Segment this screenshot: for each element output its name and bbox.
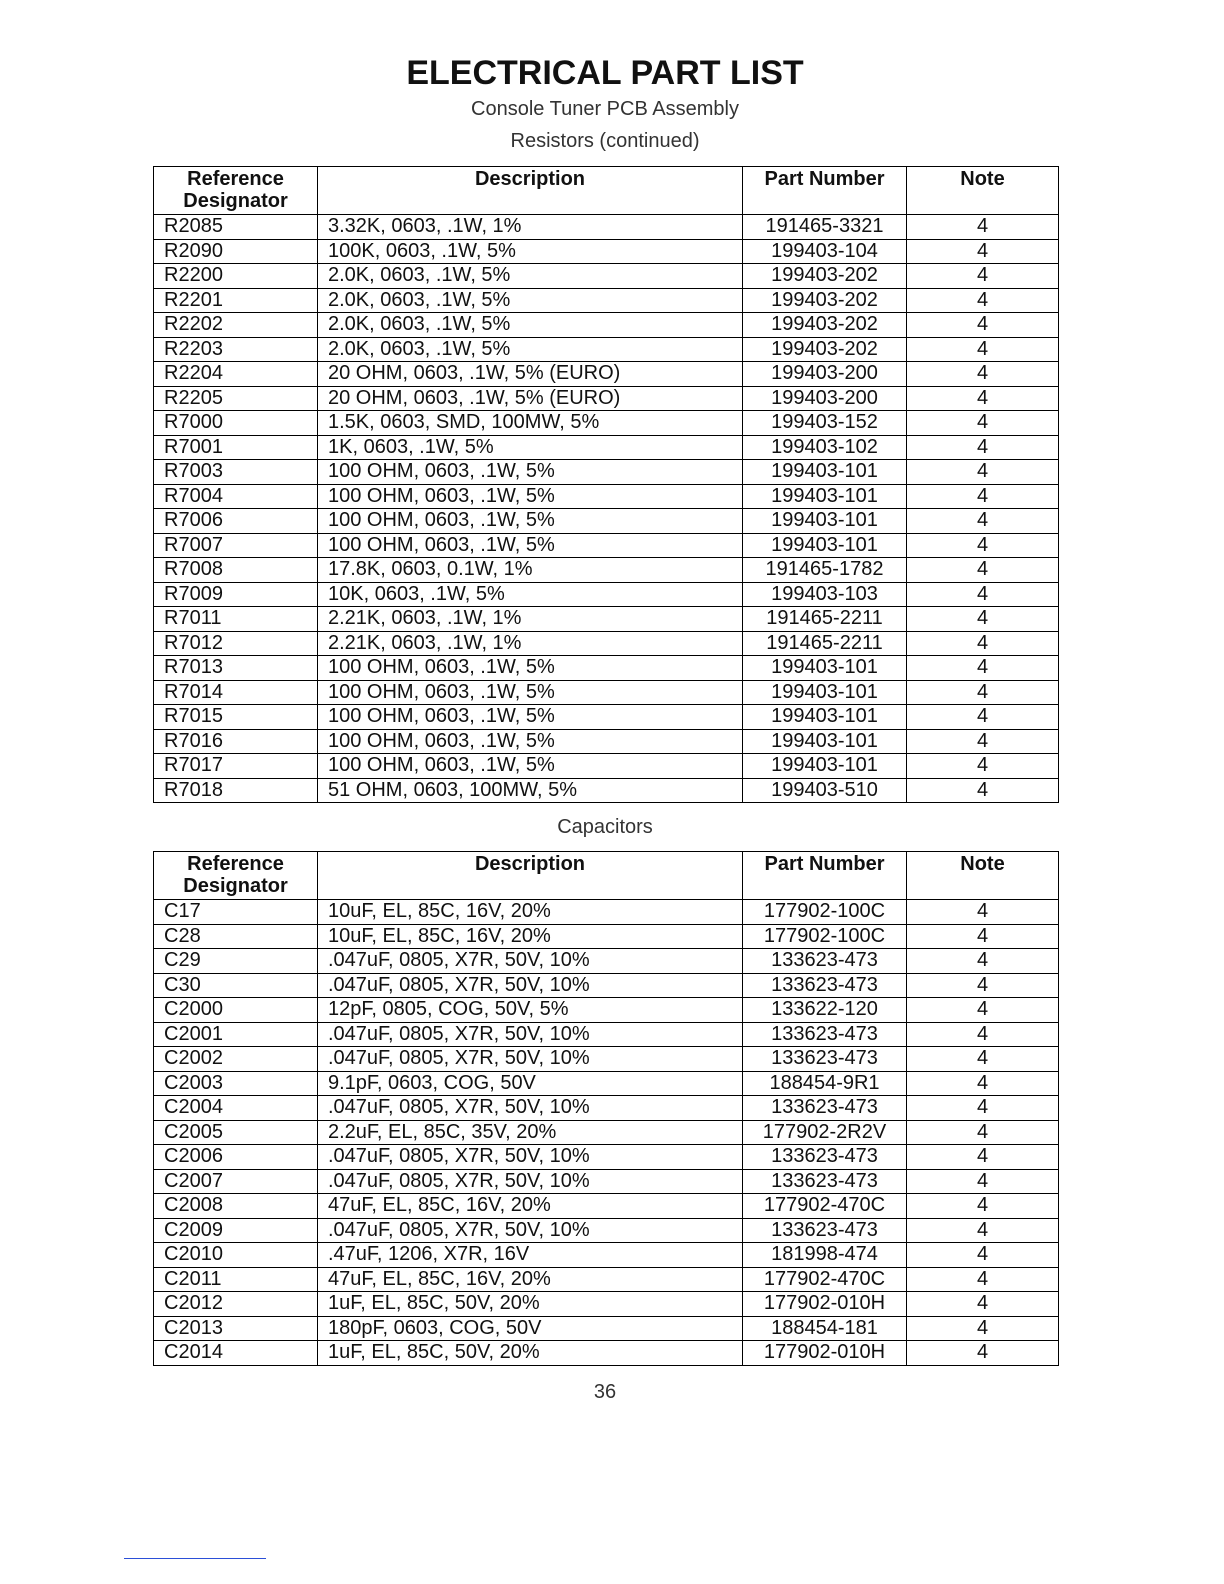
table-row bbox=[154, 900, 1059, 925]
description-cell: 100 OHM, 0603, .1W, 5% bbox=[318, 754, 743, 779]
note-cell: 4 bbox=[907, 607, 1059, 632]
capacitors-heading: Capacitors bbox=[557, 816, 653, 838]
description-cell: 100 OHM, 0603, .1W, 5% bbox=[318, 656, 743, 681]
description-cell: 100 OHM, 0603, .1W, 5% bbox=[318, 533, 743, 558]
note-cell: 4 bbox=[907, 1047, 1059, 1072]
part-number-cell: 199403-104 bbox=[743, 239, 907, 264]
part-number-cell: 199403-101 bbox=[743, 705, 907, 730]
part-number-cell: 177902-010H bbox=[743, 1341, 907, 1366]
description-cell: 100 OHM, 0603, .1W, 5% bbox=[318, 460, 743, 485]
note-cell: 4 bbox=[907, 1316, 1059, 1341]
part-number-cell: 199403-101 bbox=[743, 656, 907, 681]
part-number-cell: 191465-2211 bbox=[743, 607, 907, 632]
description-cell: 10uF, EL, 85C, 16V, 20% bbox=[318, 900, 743, 925]
part-number-cell: 188454-181 bbox=[743, 1316, 907, 1341]
table-header-row bbox=[154, 167, 1059, 215]
note-cell: 4 bbox=[907, 1169, 1059, 1194]
part-number-cell: 181998-474 bbox=[743, 1243, 907, 1268]
resistors-heading: Resistors (continued) bbox=[510, 130, 700, 152]
table-row bbox=[154, 680, 1059, 705]
part-number-cell: 199403-510 bbox=[743, 778, 907, 803]
note-cell: 4 bbox=[907, 705, 1059, 730]
table-row bbox=[154, 1169, 1059, 1194]
part-number-cell: 191465-1782 bbox=[743, 558, 907, 583]
part-number-cell: 199403-202 bbox=[743, 264, 907, 289]
table-row bbox=[154, 337, 1059, 362]
part-number-cell: 177902-470C bbox=[743, 1267, 907, 1292]
description-cell: 10K, 0603, .1W, 5% bbox=[318, 582, 743, 607]
part-number-cell: 199403-103 bbox=[743, 582, 907, 607]
table-row bbox=[154, 533, 1059, 558]
note-cell: 4 bbox=[907, 1071, 1059, 1096]
description-cell: 2.0K, 0603, .1W, 5% bbox=[318, 288, 743, 313]
col-header-ref: Reference Designator bbox=[154, 852, 318, 900]
note-cell: 4 bbox=[907, 1243, 1059, 1268]
description-cell: 1K, 0603, .1W, 5% bbox=[318, 435, 743, 460]
note-cell: 4 bbox=[907, 1120, 1059, 1145]
description-cell: .047uF, 0805, X7R, 50V, 10% bbox=[318, 949, 743, 974]
part-number-cell: 199403-101 bbox=[743, 729, 907, 754]
ref-cell: R7008 bbox=[154, 558, 318, 583]
table-header-row bbox=[154, 852, 1059, 900]
table-row bbox=[154, 435, 1059, 460]
part-number-cell: 177902-2R2V bbox=[743, 1120, 907, 1145]
note-cell: 4 bbox=[907, 1341, 1059, 1366]
note-cell: 4 bbox=[907, 558, 1059, 583]
col-header-part: Part Number bbox=[743, 167, 907, 215]
table-row bbox=[154, 1194, 1059, 1219]
table-row bbox=[154, 411, 1059, 436]
description-cell: 1.5K, 0603, SMD, 100MW, 5% bbox=[318, 411, 743, 436]
part-number-cell: 199403-101 bbox=[743, 754, 907, 779]
ref-cell: R7011 bbox=[154, 607, 318, 632]
table-row bbox=[154, 778, 1059, 803]
note-cell: 4 bbox=[907, 435, 1059, 460]
table-row bbox=[154, 1145, 1059, 1170]
table-row bbox=[154, 1267, 1059, 1292]
description-cell: 51 OHM, 0603, 100MW, 5% bbox=[318, 778, 743, 803]
note-cell: 4 bbox=[907, 1145, 1059, 1170]
description-cell: 2.2uF, EL, 85C, 35V, 20% bbox=[318, 1120, 743, 1145]
part-number-cell: 199403-101 bbox=[743, 484, 907, 509]
description-cell: 100K, 0603, .1W, 5% bbox=[318, 239, 743, 264]
note-cell: 4 bbox=[907, 1194, 1059, 1219]
ref-cell: R2200 bbox=[154, 264, 318, 289]
note-cell: 4 bbox=[907, 924, 1059, 949]
table-row bbox=[154, 631, 1059, 656]
part-number-cell: 133622-120 bbox=[743, 998, 907, 1023]
description-cell: .047uF, 0805, X7R, 50V, 10% bbox=[318, 1145, 743, 1170]
part-number-cell: 133623-473 bbox=[743, 1218, 907, 1243]
ref-cell: R7007 bbox=[154, 533, 318, 558]
ref-cell: C2000 bbox=[154, 998, 318, 1023]
part-number-cell: 199403-202 bbox=[743, 288, 907, 313]
ref-cell: C2008 bbox=[154, 1194, 318, 1219]
part-number-cell: 199403-202 bbox=[743, 337, 907, 362]
description-cell: .047uF, 0805, X7R, 50V, 10% bbox=[318, 1047, 743, 1072]
note-cell: 4 bbox=[907, 484, 1059, 509]
col-header-desc: Description bbox=[318, 167, 743, 215]
note-cell: 4 bbox=[907, 1022, 1059, 1047]
table-row bbox=[154, 1292, 1059, 1317]
part-number-cell: 177902-100C bbox=[743, 900, 907, 925]
description-cell: 20 OHM, 0603, .1W, 5% (EURO) bbox=[318, 386, 743, 411]
ref-cell: C28 bbox=[154, 924, 318, 949]
part-number-cell: 133623-473 bbox=[743, 973, 907, 998]
ref-cell: C17 bbox=[154, 900, 318, 925]
description-cell: .047uF, 0805, X7R, 50V, 10% bbox=[318, 1169, 743, 1194]
part-number-cell: 177902-100C bbox=[743, 924, 907, 949]
note-cell: 4 bbox=[907, 582, 1059, 607]
note-cell: 4 bbox=[907, 973, 1059, 998]
ref-cell: C2003 bbox=[154, 1071, 318, 1096]
table-row bbox=[154, 460, 1059, 485]
ref-cell: R7013 bbox=[154, 656, 318, 681]
description-cell: 100 OHM, 0603, .1W, 5% bbox=[318, 729, 743, 754]
part-number-cell: 188454-9R1 bbox=[743, 1071, 907, 1096]
table-row bbox=[154, 949, 1059, 974]
description-cell: 9.1pF, 0603, COG, 50V bbox=[318, 1071, 743, 1096]
description-cell: 100 OHM, 0603, .1W, 5% bbox=[318, 509, 743, 534]
col-header-note: Note bbox=[907, 852, 1059, 900]
note-cell: 4 bbox=[907, 533, 1059, 558]
part-number-cell: 199403-101 bbox=[743, 533, 907, 558]
ref-cell: C2014 bbox=[154, 1341, 318, 1366]
part-number-cell: 133623-473 bbox=[743, 1096, 907, 1121]
note-cell: 4 bbox=[907, 288, 1059, 313]
table-row bbox=[154, 729, 1059, 754]
table-row bbox=[154, 1022, 1059, 1047]
note-cell: 4 bbox=[907, 680, 1059, 705]
part-number-cell: 199403-202 bbox=[743, 313, 907, 338]
note-cell: 4 bbox=[907, 509, 1059, 534]
table-row bbox=[154, 705, 1059, 730]
description-cell: 1uF, EL, 85C, 50V, 20% bbox=[318, 1292, 743, 1317]
note-cell: 4 bbox=[907, 460, 1059, 485]
part-number-cell: 199403-101 bbox=[743, 460, 907, 485]
note-cell: 4 bbox=[907, 1292, 1059, 1317]
ref-cell: R2202 bbox=[154, 313, 318, 338]
ref-cell: R7001 bbox=[154, 435, 318, 460]
ref-cell: C2007 bbox=[154, 1169, 318, 1194]
ref-cell: R7017 bbox=[154, 754, 318, 779]
description-cell: 100 OHM, 0603, .1W, 5% bbox=[318, 484, 743, 509]
ref-cell: C2011 bbox=[154, 1267, 318, 1292]
page-title: ELECTRICAL PART LIST bbox=[406, 54, 804, 92]
ref-cell: R7003 bbox=[154, 460, 318, 485]
table-row bbox=[154, 924, 1059, 949]
note-cell: 4 bbox=[907, 264, 1059, 289]
part-number-cell: 133623-473 bbox=[743, 949, 907, 974]
note-cell: 4 bbox=[907, 337, 1059, 362]
table-row bbox=[154, 1341, 1059, 1366]
resistors-table bbox=[153, 166, 1059, 803]
part-number-cell: 177902-470C bbox=[743, 1194, 907, 1219]
col-header-part: Part Number bbox=[743, 852, 907, 900]
table-row bbox=[154, 607, 1059, 632]
table-row bbox=[154, 754, 1059, 779]
description-cell: 20 OHM, 0603, .1W, 5% (EURO) bbox=[318, 362, 743, 387]
ref-cell: R2090 bbox=[154, 239, 318, 264]
description-cell: 17.8K, 0603, 0.1W, 1% bbox=[318, 558, 743, 583]
note-cell: 4 bbox=[907, 729, 1059, 754]
part-number-cell: 191465-2211 bbox=[743, 631, 907, 656]
description-cell: 2.0K, 0603, .1W, 5% bbox=[318, 264, 743, 289]
table-row bbox=[154, 484, 1059, 509]
note-cell: 4 bbox=[907, 900, 1059, 925]
part-number-cell: 133623-473 bbox=[743, 1169, 907, 1194]
ref-cell: R7012 bbox=[154, 631, 318, 656]
description-cell: 47uF, EL, 85C, 16V, 20% bbox=[318, 1194, 743, 1219]
note-cell: 4 bbox=[907, 754, 1059, 779]
ref-cell: C2012 bbox=[154, 1292, 318, 1317]
note-cell: 4 bbox=[907, 778, 1059, 803]
note-cell: 4 bbox=[907, 949, 1059, 974]
note-cell: 4 bbox=[907, 1218, 1059, 1243]
ref-cell: R7015 bbox=[154, 705, 318, 730]
col-header-ref: Reference Designator bbox=[154, 167, 318, 215]
table-row bbox=[154, 1071, 1059, 1096]
col-header-note: Note bbox=[907, 167, 1059, 215]
part-number-cell: 133623-473 bbox=[743, 1047, 907, 1072]
ref-cell: C2006 bbox=[154, 1145, 318, 1170]
note-cell: 4 bbox=[907, 386, 1059, 411]
table-row bbox=[154, 1243, 1059, 1268]
ref-cell: R2085 bbox=[154, 215, 318, 240]
page-subtitle: Console Tuner PCB Assembly bbox=[471, 98, 739, 120]
capacitors-rows bbox=[154, 900, 1059, 1366]
ref-cell: R7016 bbox=[154, 729, 318, 754]
table-row bbox=[154, 558, 1059, 583]
description-cell: 10uF, EL, 85C, 16V, 20% bbox=[318, 924, 743, 949]
col-header-desc: Description bbox=[318, 852, 743, 900]
note-cell: 4 bbox=[907, 362, 1059, 387]
table-row bbox=[154, 1316, 1059, 1341]
note-cell: 4 bbox=[907, 631, 1059, 656]
description-cell: 180pF, 0603, COG, 50V bbox=[318, 1316, 743, 1341]
table-row bbox=[154, 264, 1059, 289]
part-number-cell: 133623-473 bbox=[743, 1022, 907, 1047]
ref-cell: C2010 bbox=[154, 1243, 318, 1268]
description-cell: 1uF, EL, 85C, 50V, 20% bbox=[318, 1341, 743, 1366]
ref-cell: C2013 bbox=[154, 1316, 318, 1341]
part-number-cell: 133623-473 bbox=[743, 1145, 907, 1170]
note-cell: 4 bbox=[907, 1267, 1059, 1292]
table-row bbox=[154, 239, 1059, 264]
description-cell: .047uF, 0805, X7R, 50V, 10% bbox=[318, 973, 743, 998]
note-cell: 4 bbox=[907, 239, 1059, 264]
ref-cell: R2203 bbox=[154, 337, 318, 362]
ref-cell: R7000 bbox=[154, 411, 318, 436]
part-number-cell: 199403-101 bbox=[743, 509, 907, 534]
description-cell: 2.21K, 0603, .1W, 1% bbox=[318, 631, 743, 656]
description-cell: 12pF, 0805, COG, 50V, 5% bbox=[318, 998, 743, 1023]
note-cell: 4 bbox=[907, 215, 1059, 240]
table-row bbox=[154, 386, 1059, 411]
table-row bbox=[154, 1218, 1059, 1243]
note-cell: 4 bbox=[907, 656, 1059, 681]
table-row bbox=[154, 313, 1059, 338]
resistors-rows bbox=[154, 215, 1059, 803]
table-row bbox=[154, 1047, 1059, 1072]
part-number-cell: 199403-101 bbox=[743, 680, 907, 705]
part-number-cell: 191465-3321 bbox=[743, 215, 907, 240]
part-number-cell: 177902-010H bbox=[743, 1292, 907, 1317]
ref-cell: C2002 bbox=[154, 1047, 318, 1072]
description-cell: .047uF, 0805, X7R, 50V, 10% bbox=[318, 1022, 743, 1047]
description-cell: 2.0K, 0603, .1W, 5% bbox=[318, 337, 743, 362]
description-cell: 100 OHM, 0603, .1W, 5% bbox=[318, 705, 743, 730]
description-cell: 2.21K, 0603, .1W, 1% bbox=[318, 607, 743, 632]
ref-cell: R2204 bbox=[154, 362, 318, 387]
note-cell: 4 bbox=[907, 998, 1059, 1023]
description-cell: .047uF, 0805, X7R, 50V, 10% bbox=[318, 1096, 743, 1121]
part-number-cell: 199403-152 bbox=[743, 411, 907, 436]
ref-cell: C2005 bbox=[154, 1120, 318, 1145]
ref-cell: R7006 bbox=[154, 509, 318, 534]
ref-cell: C29 bbox=[154, 949, 318, 974]
table-row bbox=[154, 362, 1059, 387]
table-row bbox=[154, 509, 1059, 534]
ref-cell: R7018 bbox=[154, 778, 318, 803]
note-cell: 4 bbox=[907, 411, 1059, 436]
footer-rule bbox=[124, 1558, 266, 1559]
part-number-cell: 199403-200 bbox=[743, 386, 907, 411]
table-row bbox=[154, 288, 1059, 313]
ref-cell: C2009 bbox=[154, 1218, 318, 1243]
description-cell: 3.32K, 0603, .1W, 1% bbox=[318, 215, 743, 240]
ref-cell: R7014 bbox=[154, 680, 318, 705]
part-number-cell: 199403-102 bbox=[743, 435, 907, 460]
description-cell: 100 OHM, 0603, .1W, 5% bbox=[318, 680, 743, 705]
part-number-cell: 199403-200 bbox=[743, 362, 907, 387]
ref-cell: R2201 bbox=[154, 288, 318, 313]
capacitors-table bbox=[153, 851, 1059, 1366]
ref-cell: C2004 bbox=[154, 1096, 318, 1121]
table-row bbox=[154, 1120, 1059, 1145]
table-row bbox=[154, 215, 1059, 240]
ref-cell: R7004 bbox=[154, 484, 318, 509]
ref-cell: R2205 bbox=[154, 386, 318, 411]
table-row bbox=[154, 656, 1059, 681]
table-row bbox=[154, 1096, 1059, 1121]
table-row bbox=[154, 973, 1059, 998]
description-cell: .047uF, 0805, X7R, 50V, 10% bbox=[318, 1218, 743, 1243]
ref-cell: C2001 bbox=[154, 1022, 318, 1047]
page-number: 36 bbox=[593, 1381, 617, 1403]
description-cell: .47uF, 1206, X7R, 16V bbox=[318, 1243, 743, 1268]
description-cell: 2.0K, 0603, .1W, 5% bbox=[318, 313, 743, 338]
table-row bbox=[154, 998, 1059, 1023]
ref-cell: C30 bbox=[154, 973, 318, 998]
table-row bbox=[154, 582, 1059, 607]
ref-cell: R7009 bbox=[154, 582, 318, 607]
description-cell: 47uF, EL, 85C, 16V, 20% bbox=[318, 1267, 743, 1292]
note-cell: 4 bbox=[907, 1096, 1059, 1121]
note-cell: 4 bbox=[907, 313, 1059, 338]
